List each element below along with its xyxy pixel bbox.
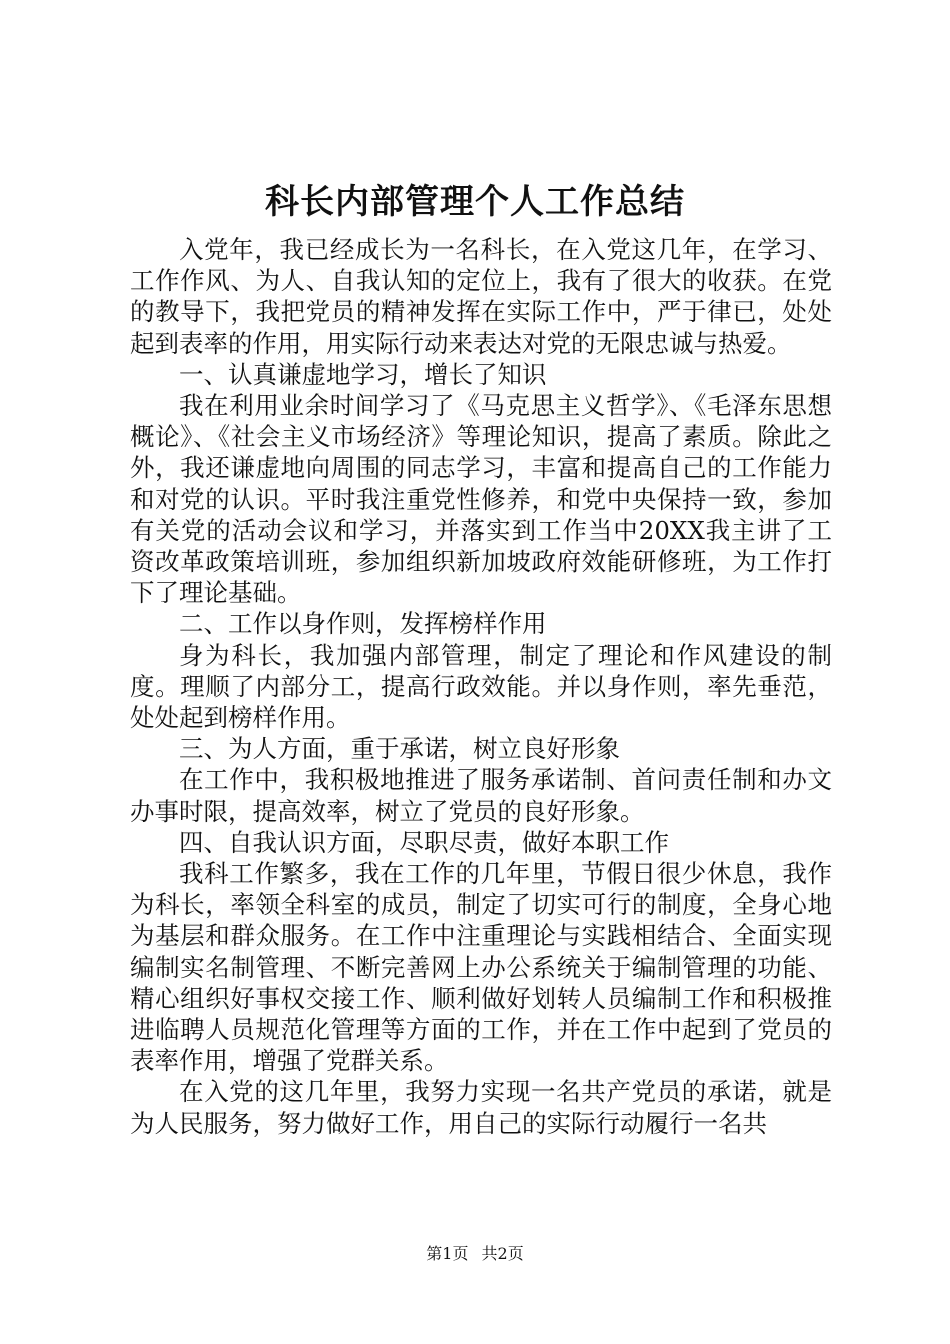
paragraph-management: 身为科长，我加强内部管理，制定了理论和作风建设的制度。理顺了内部分工，提高行政效能。并以身作则，率先垂范，处处起到榜样作用。: [130, 640, 832, 733]
page-number-total: 共2页: [481, 1244, 524, 1263]
paragraph-study: 我在利用业余时间学习了《马克思主义哲学》、《毛泽东思想概论》、《社会主义市场经济》等理论知识，提高了素质。除此之外，我还谦虚地向周围的同志学习，丰富和提高自己的工作能力和对党的认识。平时我注重党性修养，和党中央保持一致，参加有关党的活动会议和学习，并落实到工作当中20XX我主讲了工资改革政策培训班，参加组织新加坡政府效能研修班，为工作打下了理论基础。: [130, 391, 832, 608]
section-heading-2: 二、工作以身作则，发挥榜样作用: [179, 609, 547, 639]
section-heading-3: 三、为人方面，重于承诺，树立良好形象: [179, 734, 620, 764]
paragraph-intro: 入党年，我已经成长为一名科长，在入党这几年，在学习、工作作风、为人、自我认知的定位上，我有了很大的收获。在党的教导下，我把党员的精神发挥在实际工作中，严于律已，处处起到表率的作用，用实际行动来表达对党的无限忠诚与热爱。: [130, 235, 832, 358]
section-heading-1: 一、认真谦虚地学习，增长了知识: [179, 359, 547, 389]
page-number-current: 第1页: [426, 1244, 469, 1263]
document-title: 科长内部管理个人工作总结: [265, 182, 685, 222]
page-footer: [0, 1244, 950, 1264]
section-heading-4: 四、自我认识方面，尽职尽责，做好本职工作: [179, 827, 669, 857]
paragraph-commitment: 在工作中，我积极地推进了服务承诺制、首问责任制和办文办事时限，提高效率，树立了党员的良好形象。: [130, 765, 832, 826]
document-body: [130, 234, 832, 1139]
paragraph-duty: 我科工作繁多，我在工作的几年里，节假日很少休息，我作为科长，率领全科室的成员，制定了切实可行的制度，全身心地为基层和群众服务。在工作中注重理论与实践相结合、全面实现编制实名制管理、不断完善网上办公系统关于编制管理的功能、精心组织好事权交接工作、顺利做好划转人员编制工作和积极推进临聘人员规范化管理等方面的工作，并在工作中起到了党员的表率作用，增强了党群关系。: [130, 859, 832, 1076]
paragraph-closing: 在入党的这几年里，我努力实现一名共产党员的承诺，就是为人民服务，努力做好工作，用自己的实际行动履行一名共: [130, 1077, 832, 1138]
